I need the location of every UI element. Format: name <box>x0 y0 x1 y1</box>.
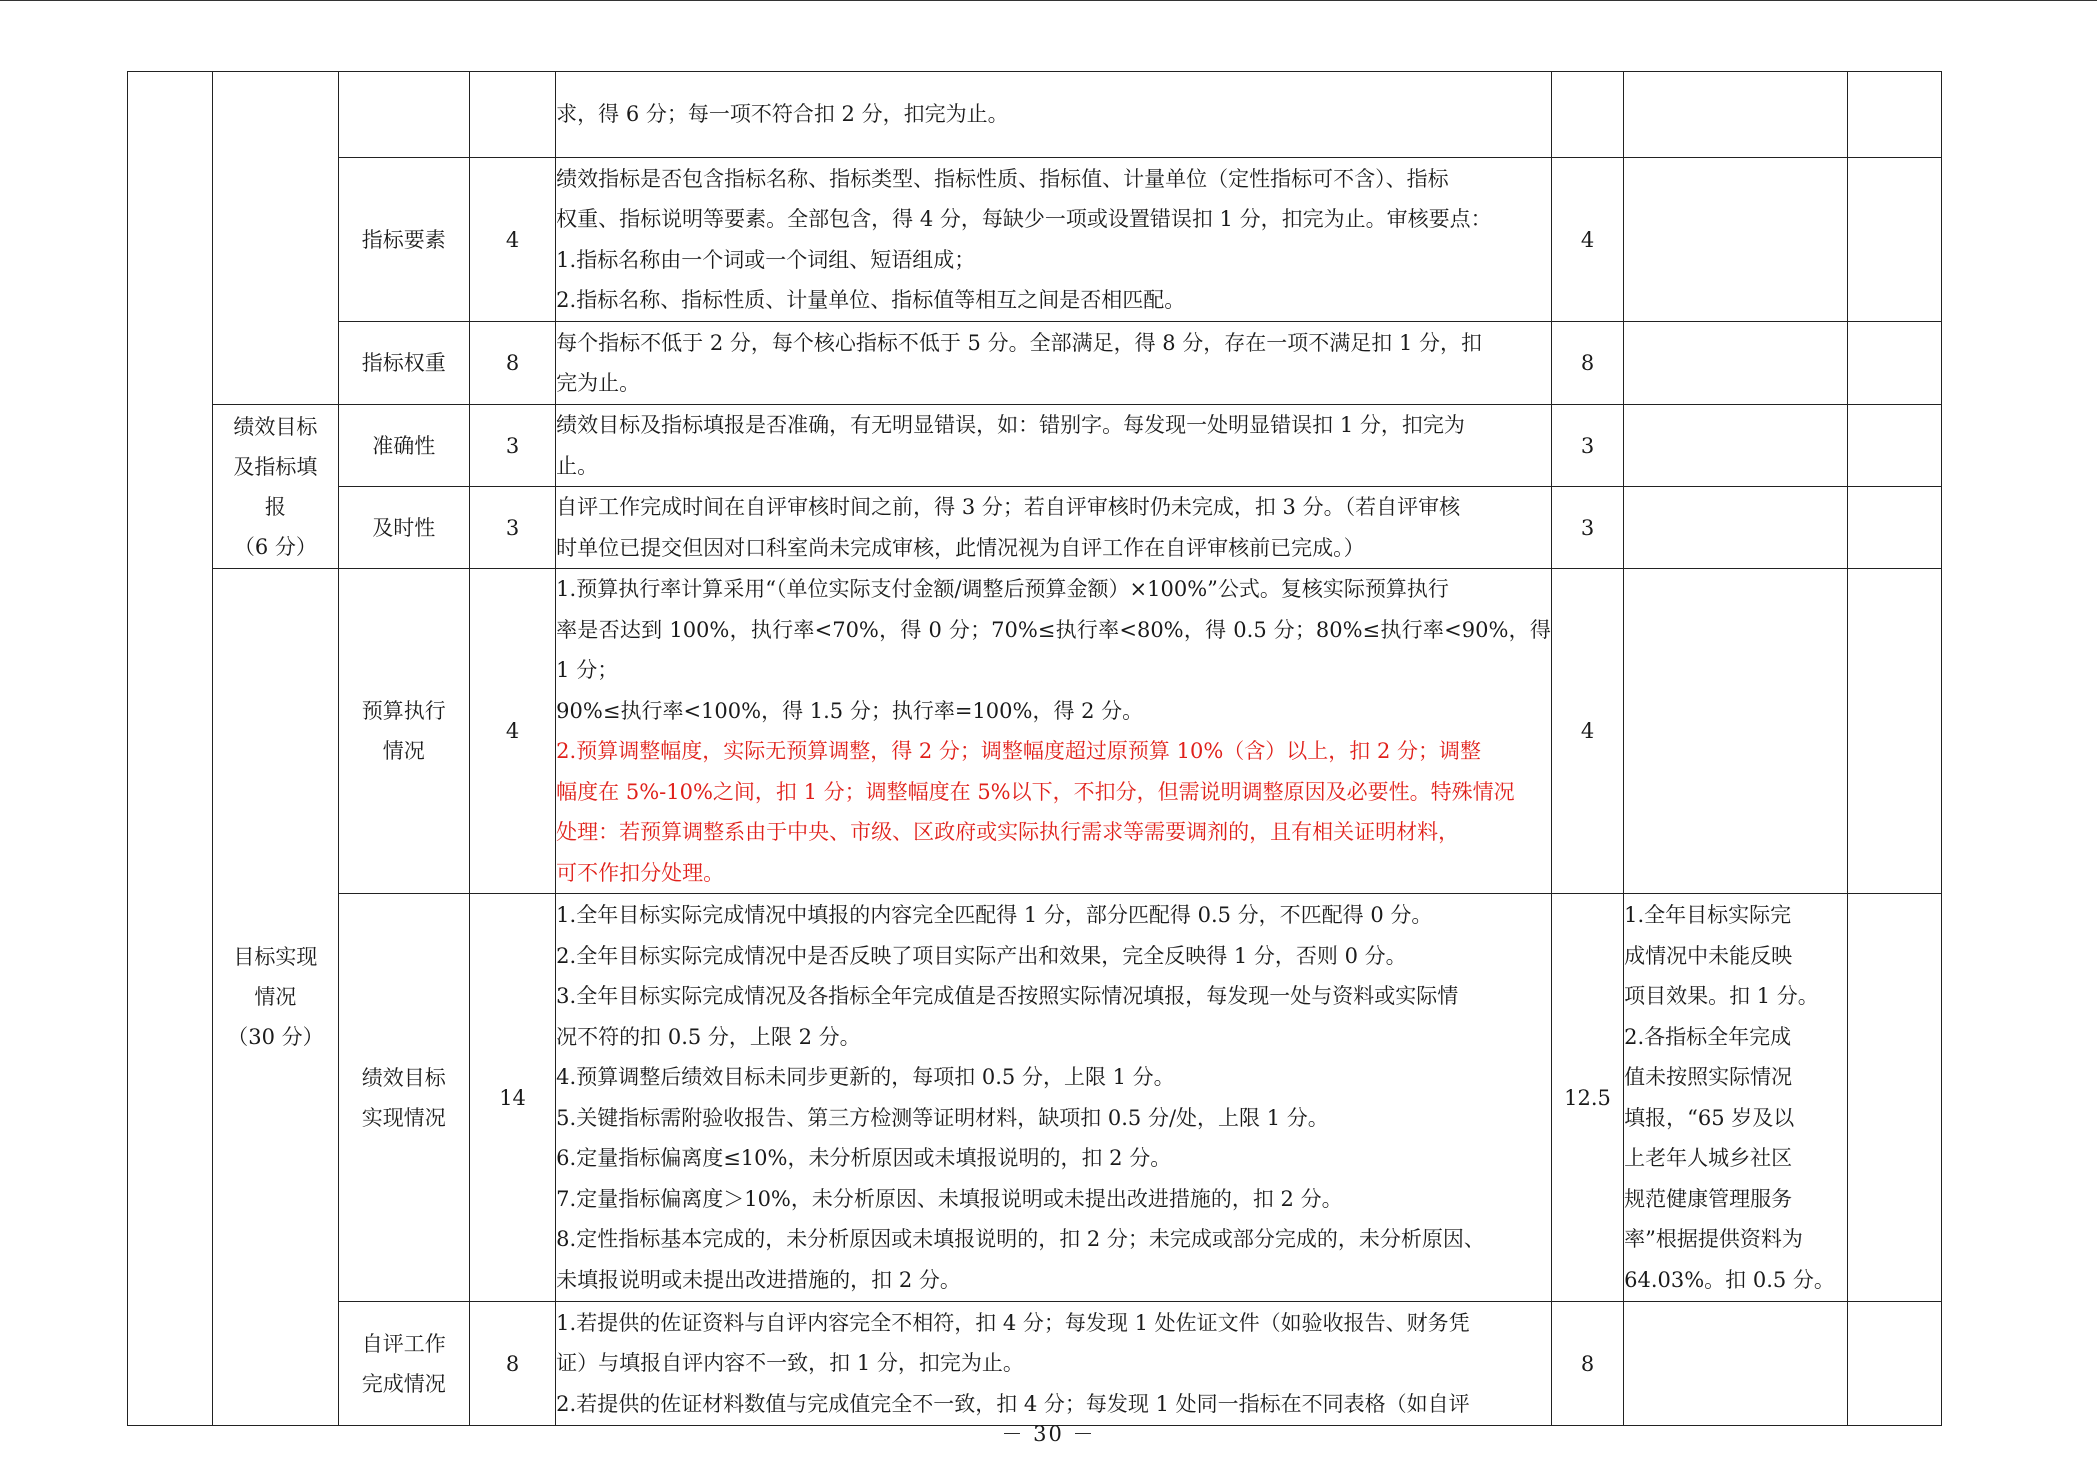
highlighted-text: 可不作扣分处理。 <box>556 860 725 885</box>
score-cell <box>1551 72 1623 158</box>
score-cell: 8 <box>1551 1302 1623 1426</box>
weight-cell: 4 <box>469 569 555 894</box>
weight-cell: 3 <box>469 405 555 487</box>
item-cell: 指标权重 <box>338 322 469 405</box>
criteria-cell: 自评工作完成时间在自评审核时间之前，得 3 分；若自评审核时仍未完成，扣 3 分。（若自评审核 时单位已提交但因对口科室尚未完成审核，此情况视为自评工作在自评审核前已完成。） <box>556 487 1552 569</box>
score-cell: 3 <box>1551 487 1623 569</box>
remark-cell <box>1847 72 1941 158</box>
item-cell: 及时性 <box>338 487 469 569</box>
note-cell <box>1624 569 1848 894</box>
remark-cell <box>1847 894 1941 1302</box>
table-row <box>128 487 1942 569</box>
page-number: － 30 － <box>1001 1422 1096 1446</box>
note-cell: 1.全年目标实际完 成情况中未能反映 项目效果。扣 1 分。 2.各指标全年完成 值未按照实际情况 填报，“65 岁及以 上老年人城乡社区 规范健康管理服务 率”根据提供资料为 64.03%。扣 0.5 分。 <box>1624 894 1848 1302</box>
remark-cell <box>1847 487 1941 569</box>
item-cell: 绩效目标 实现情况 <box>338 894 469 1302</box>
weight-cell: 4 <box>469 158 555 322</box>
remark-cell <box>1847 1302 1941 1426</box>
criteria-cell: 绩效指标是否包含指标名称、指标类型、指标性质、指标值、计量单位（定性指标可不含）、指标 权重、指标说明等要素。全部包含，得 4 分，每缺少一项或设置错误扣 1 分，扣完为止。审核要点： 1.指标名称由一个词或一个词组、短语组成； 2.指标名称、指标性质、计量单位、指标值等相互之间是否相匹配。 <box>556 158 1552 322</box>
item-cell: 准确性 <box>338 405 469 487</box>
note-cell <box>1624 72 1848 158</box>
table-row <box>128 894 1942 1302</box>
criteria-cell: 1.预算执行率计算采用“（单位实际支付金额/调整后预算金额）×100%”公式。复核实际预算执行 率是否达到 100%，执行率<70%，得 0 分；70%≤执行率<80%，得 0.5 分；80%≤执行率<90%，得 1 分； 90%≤执行率<100%，得 1.5 分；执行率=100%，得 2 分。 2.预算调整幅度，实际无预算调整，得 2 分；调整幅度超过原预算 10%（含）以上，扣 2 分；调整 幅度在 5%-10%之间，扣 1 分；调整幅度在 5%以下，不扣分，但需说明调整原因及必要性。特殊情况 处理：若预算调整系由于中央、市级、区政府或实际执行需求等需要调剂的，且有相关证明材料， 可不作扣分处理。 <box>556 569 1552 894</box>
weight-cell: 14 <box>469 894 555 1302</box>
note-cell <box>1624 487 1848 569</box>
note-cell <box>1624 405 1848 487</box>
note-cell <box>1624 158 1848 322</box>
score-cell: 12.5 <box>1551 894 1623 1302</box>
criteria-cell: 1.若提供的佐证资料与自评内容完全不相符，扣 4 分；每发现 1 处佐证文件（如验收报告、财务凭 证）与填报自评内容不一致，扣 1 分，扣完为止。 2.若提供的佐证材料数值与完成值完全不一致，扣 4 分；每发现 1 处同一指标在不同表格（如自评 <box>556 1302 1552 1426</box>
table-row <box>128 405 1942 487</box>
remark-cell <box>1847 569 1941 894</box>
top-rule <box>0 0 2097 1</box>
note-cell <box>1624 1302 1848 1426</box>
highlighted-text: 2.预算调整幅度，实际无预算调整，得 2 分；调整幅度超过原预算 10%（含）以上，扣 2 分；调整 <box>556 739 1481 763</box>
highlighted-text: 处理：若预算调整系由于中央、市级、区政府或实际执行需求等需要调剂的，且有相关证明材料， <box>556 820 1460 844</box>
table-row <box>128 569 1942 894</box>
criteria-cell: 绩效目标及指标填报是否准确，有无明显错误，如：错别字。每发现一处明显错误扣 1 分，扣完为 止。 <box>556 405 1552 487</box>
score-cell: 4 <box>1551 569 1623 894</box>
table-row <box>128 72 1942 158</box>
item-cell: 预算执行 情况 <box>338 569 469 894</box>
weight-cell <box>469 72 555 158</box>
highlighted-text: 幅度在 5%-10%之间，扣 1 分；调整幅度在 5%以下，不扣分，但需说明调整原因及必要性。特殊情况 <box>556 779 1515 804</box>
evaluation-table <box>127 71 1942 1426</box>
score-cell: 4 <box>1551 158 1623 322</box>
weight-cell: 8 <box>469 1302 555 1426</box>
remark-cell <box>1847 158 1941 322</box>
weight-cell: 3 <box>469 487 555 569</box>
remark-cell <box>1847 405 1941 487</box>
score-cell: 3 <box>1551 405 1623 487</box>
criteria-cell: 求，得 6 分；每一项不符合扣 2 分，扣完为止。 <box>556 72 1552 158</box>
remark-cell <box>1847 322 1941 405</box>
group-cell-empty <box>213 72 338 405</box>
item-cell <box>338 72 469 158</box>
criteria-cell: 每个指标不低于 2 分，每个核心指标不低于 5 分。全部满足，得 8 分，存在一项不满足扣 1 分，扣 完为止。 <box>556 322 1552 405</box>
weight-cell: 8 <box>469 322 555 405</box>
category-cell <box>128 72 213 1426</box>
group-cell: 目标实现 情况 （30 分） <box>213 569 338 1426</box>
group-cell: 绩效目标 及指标填 报 （6 分） <box>213 405 338 569</box>
table-row <box>128 322 1942 405</box>
table-row <box>128 1302 1942 1426</box>
criteria-cell: 1.全年目标实际完成情况中填报的内容完全匹配得 1 分，部分匹配得 0.5 分，不匹配得 0 分。 2.全年目标实际完成情况中是否反映了项目实际产出和效果，完全反映得 1 分，否则 0 分。 3.全年目标实际完成情况及各指标全年完成值是否按照实际情况填报，每发现一处与资料或实际情 况不符的扣 0.5 分，上限 2 分。 4.预算调整后绩效目标未同步更新的，每项扣 0.5 分，上限 1 分。 5.关键指标需附验收报告、第三方检测等证明材料，缺项扣 0.5 分/处，上限 1 分。 6.定量指标偏离度≤10%，未分析原因或未填报说明的，扣 2 分。 7.定量指标偏离度＞10%，未分析原因、未填报说明或未提出改进措施的，扣 2 分。 8.定性指标基本完成的，未分析原因或未填报说明的，扣 2 分；未完成或部分完成的，未分析原因、 未填报说明或未提出改进措施的，扣 2 分。 <box>556 894 1552 1302</box>
note-cell <box>1624 322 1848 405</box>
item-cell: 指标要素 <box>338 158 469 322</box>
table-row <box>128 158 1942 322</box>
score-cell: 8 <box>1551 322 1623 405</box>
item-cell: 自评工作 完成情况 <box>338 1302 469 1426</box>
